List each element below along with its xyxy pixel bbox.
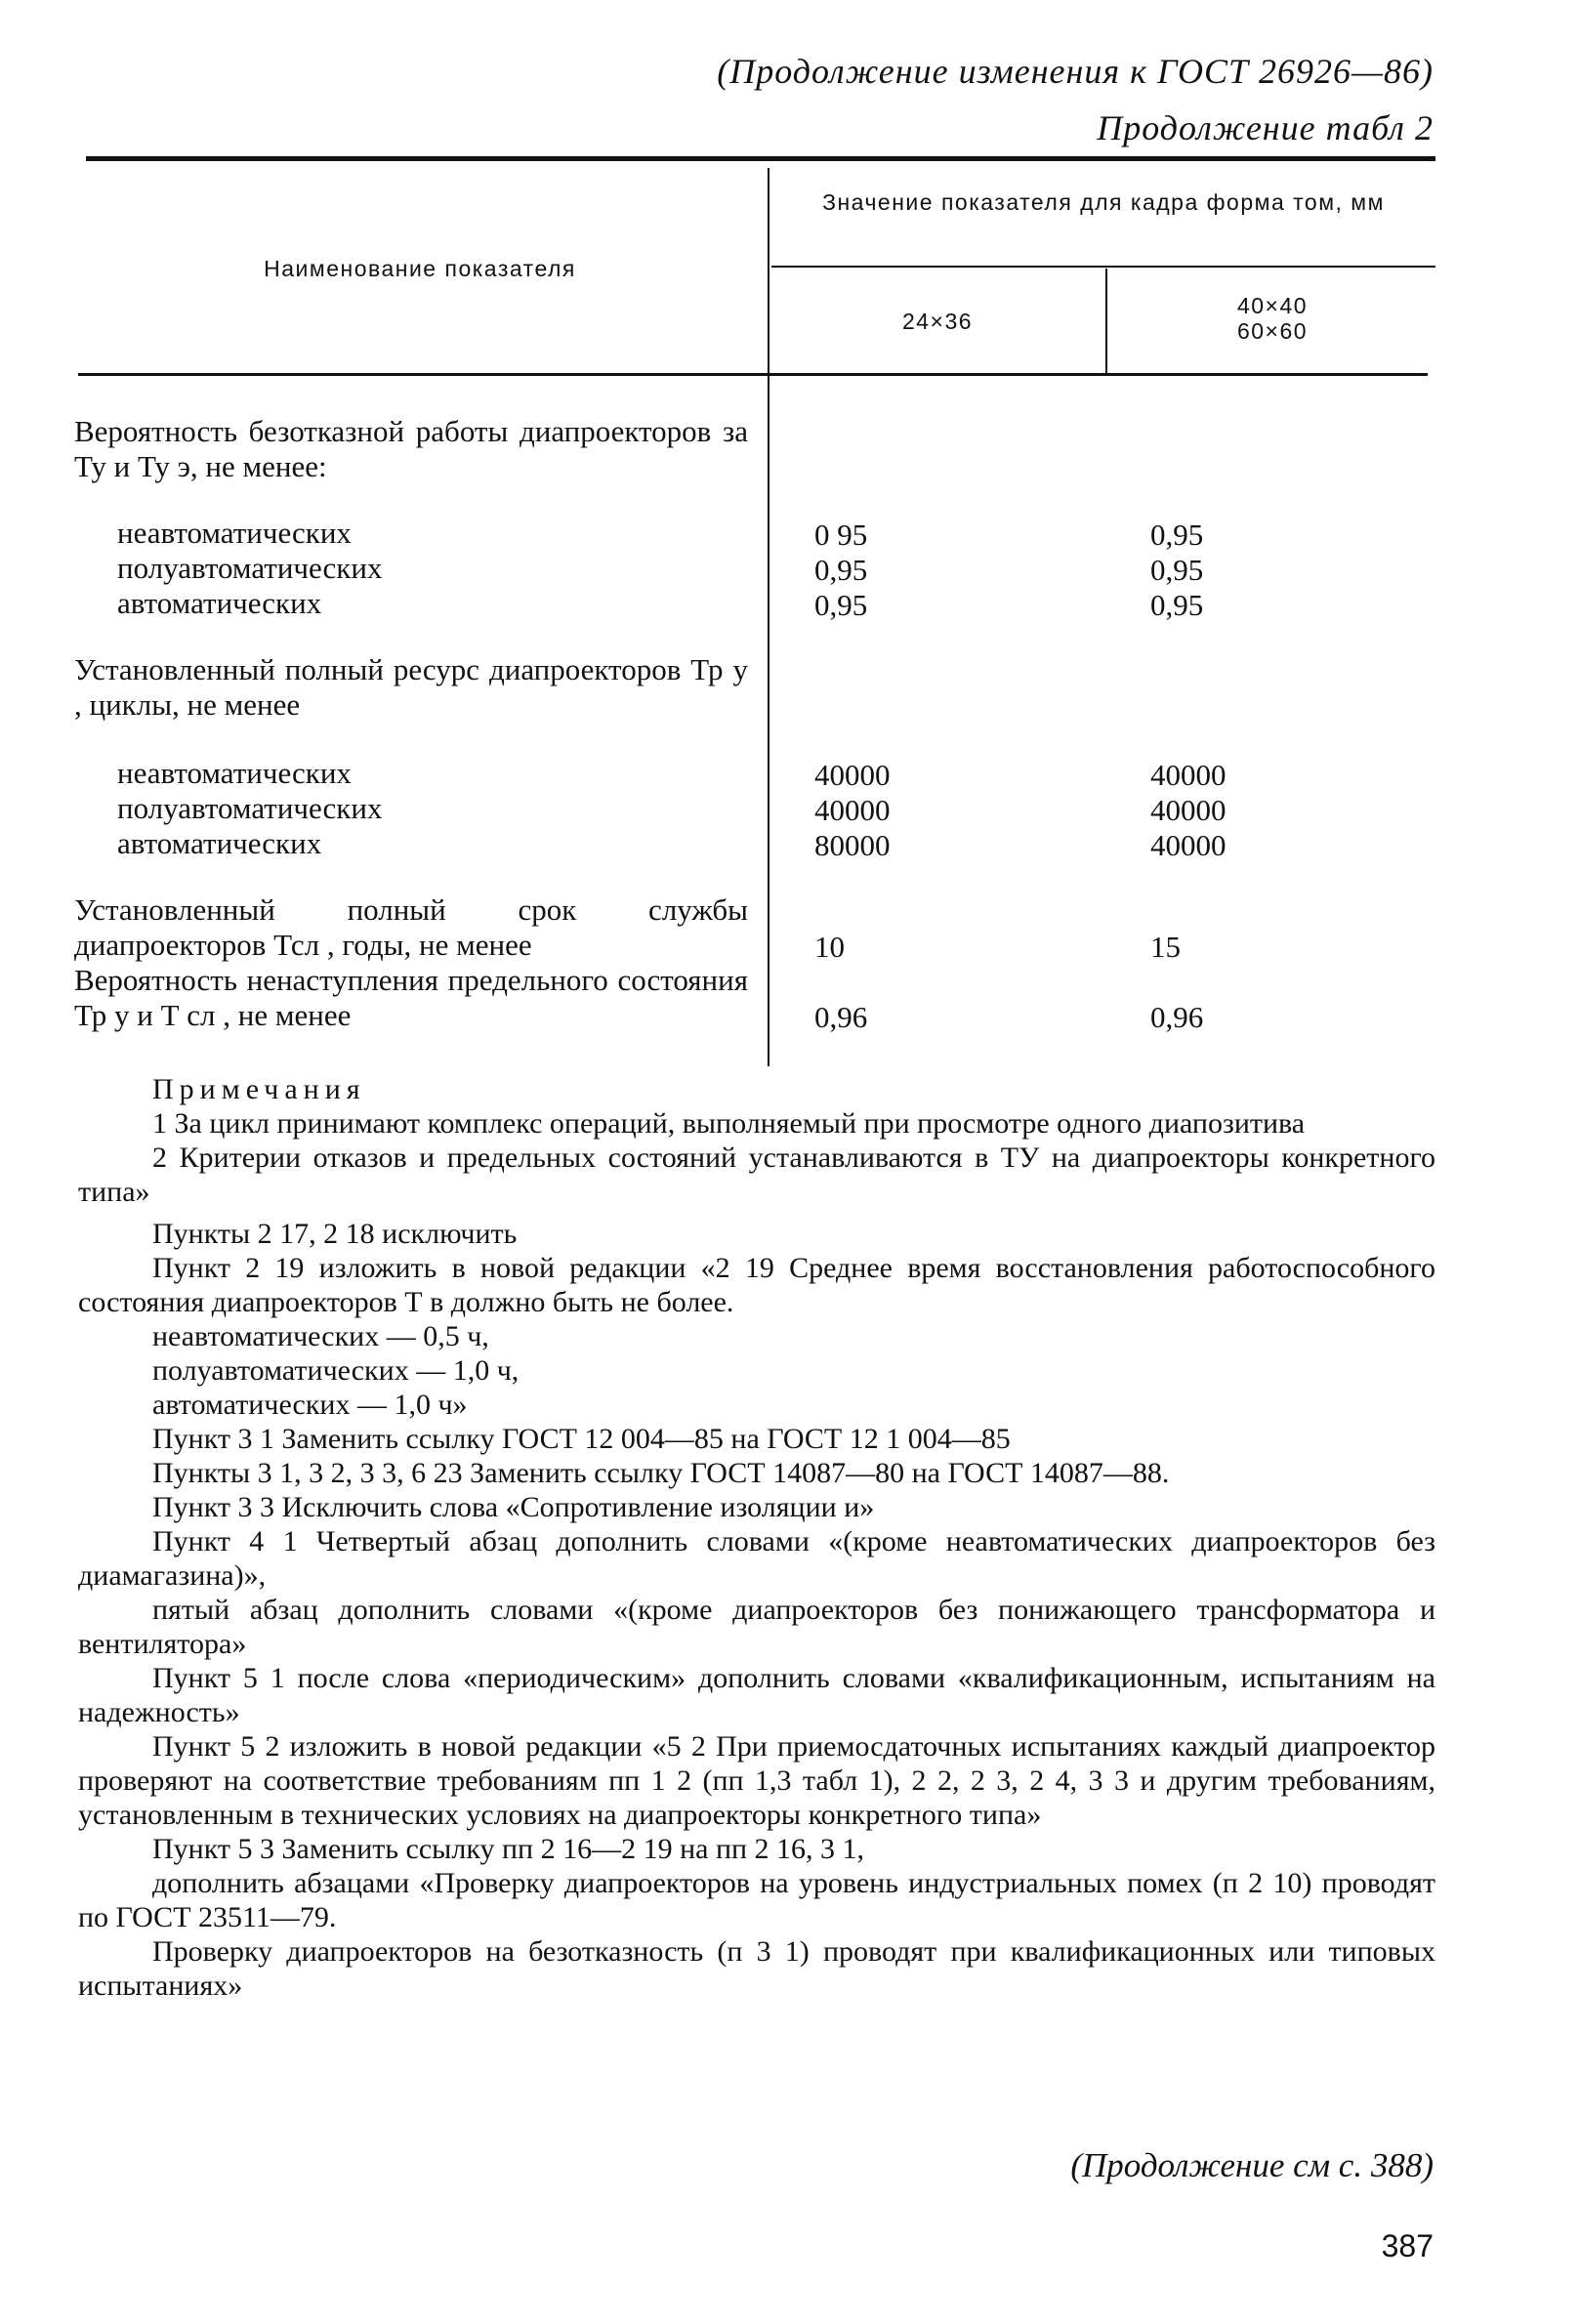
body-paragraph: автоматических — 1,0 ч» xyxy=(152,1389,468,1421)
cell-value: 10 xyxy=(814,930,845,964)
cell-value: 0,95 xyxy=(1150,588,1204,622)
row-name: полуавтоматических xyxy=(117,551,383,585)
column-header-name: Наименование показателя xyxy=(264,256,576,281)
group-label-resource: Установленный полный ресурс диапроекторов Тр у , циклы, не менее xyxy=(74,652,748,722)
cell-value: 0,96 xyxy=(814,1000,868,1034)
cell-value: 0,95 xyxy=(814,588,868,622)
table-header-rule xyxy=(78,373,1428,376)
body-paragraph: Пункт 5 3 Заменить ссылку пп 2 16—2 19 на пп 2 16, 3 1, xyxy=(152,1833,865,1865)
row-name: автоматических xyxy=(117,586,322,620)
limit-state-label: Вероятность ненаступления предельного состояния Тр у и Т сл , не менее xyxy=(74,963,748,1032)
body-paragraph: Пункт 3 1 Заменить ссылку ГОСТ 12 004—85 на ГОСТ 12 1 004—85 xyxy=(152,1423,1011,1455)
body-paragraph: Пункт 5 2 изложить в новой редакции «5 2 При приемосдаточных испытаниях каждый диапроектор проверяют на соответствие требованиям пп 1 2 (пп 1,3 табл 1), 2 2, 2 3, 2 4, 3 3 и другим требованиям, установленным в технических условиях на диапроекторы конкретного типа» xyxy=(78,1730,1435,1831)
cell-value: 15 xyxy=(1150,930,1181,964)
table-top-rule xyxy=(86,156,1435,161)
subcolumn-24x36: 24×36 xyxy=(901,309,974,334)
cell-value: 0,95 xyxy=(1150,553,1204,587)
body-paragraph: неавтоматических — 0,5 ч, xyxy=(152,1320,489,1352)
body-paragraph: Пункт 2 19 изложить в новой редакции «2 19 Среднее время восстановления работоспособного состояния диапроекторов Т в должно быть не более. xyxy=(78,1252,1435,1318)
body-paragraph: Проверку диапроекторов на безотказность (п 3 1) проводят при квалификационных или типовых испытаниях» xyxy=(78,1935,1435,2002)
subcolumn-40x40: 40×40 xyxy=(1236,293,1309,318)
row-name: неавтоматических xyxy=(117,756,352,790)
table-subheader-rule xyxy=(771,266,1435,268)
row-name: полуавтоматических xyxy=(117,791,383,825)
cell-value: 40000 xyxy=(1150,758,1227,792)
subcolumn-60x60: 60×60 xyxy=(1236,318,1309,344)
row-name: автоматических xyxy=(117,826,322,860)
body-paragraph: дополнить абзацами «Проверку диапроекторов на уровень индустриальных помех (п 2 10) проводят по ГОСТ 23511—79. xyxy=(78,1867,1435,1933)
body-paragraph: пятый абзац дополнить словами «(кроме диапроекторов без понижающего трансформатора и вентилятора» xyxy=(78,1594,1435,1660)
cell-value: 0,96 xyxy=(1150,1000,1204,1034)
cell-value: 40000 xyxy=(814,793,891,827)
body-paragraph: полуавтоматических — 1,0 ч, xyxy=(152,1354,520,1387)
body-paragraph: Пункт 5 1 после слова «периодическим» дополнить словами «квалификационным, испытаниям на надежность» xyxy=(78,1662,1435,1728)
footer-continuation: (Продолжение см с. 388) xyxy=(1070,2146,1434,2184)
table-column-divider xyxy=(768,168,769,1066)
body-paragraph: Пункт 4 1 Четвертый абзац дополнить словами «(кроме неавтоматических диапроекторов без диамагазина)», xyxy=(78,1525,1435,1592)
group-label-reliability: Вероятность безотказной работы диапроекторов за Ту и Ту э, не менее: xyxy=(74,414,748,483)
notes-title: Примечания xyxy=(152,1073,366,1105)
body-paragraph: Пункты 3 1, 3 2, 3 3, 6 23 Заменить ссылку ГОСТ 14087—80 на ГОСТ 14087—88. xyxy=(152,1457,1170,1489)
row-name: неавтоматических xyxy=(117,516,352,550)
service-life-label: Установленный полный срок службы диапроекторов Тсл , годы, не менее xyxy=(74,892,748,962)
page-number: 387 xyxy=(1381,2228,1434,2263)
body-paragraph: Пункт 3 3 Исключить слова «Сопротивление изоляции и» xyxy=(152,1491,875,1523)
note-item: 1 За цикл принимают комплекс операций, выполняемый при просмотре одного диапозитива xyxy=(152,1107,1306,1140)
note-item: 2 Критерии отказов и предельных состояний устанавливаются в ТУ на диапроекторы конкретного типа» xyxy=(78,1141,1435,1208)
cell-value: 40000 xyxy=(814,758,891,792)
cell-value: 40000 xyxy=(1150,828,1227,862)
cell-value: 0 95 xyxy=(814,518,868,552)
notes-and-body xyxy=(78,1072,1435,2003)
header-continuation: (Продолжение изменения к ГОСТ 26926—86) xyxy=(717,52,1434,91)
column-header-value: Значение показателя для кадра форма том, мм xyxy=(822,189,1385,215)
body-paragraph: Пункты 2 17, 2 18 исключить xyxy=(152,1218,518,1250)
cell-value: 40000 xyxy=(1150,793,1227,827)
cell-value: 80000 xyxy=(814,828,891,862)
cell-value: 0,95 xyxy=(814,553,868,587)
header-table-continuation: Продолжение табл 2 xyxy=(1097,108,1434,147)
table-subcolumn-divider xyxy=(1105,269,1107,373)
cell-value: 0,95 xyxy=(1150,518,1204,552)
